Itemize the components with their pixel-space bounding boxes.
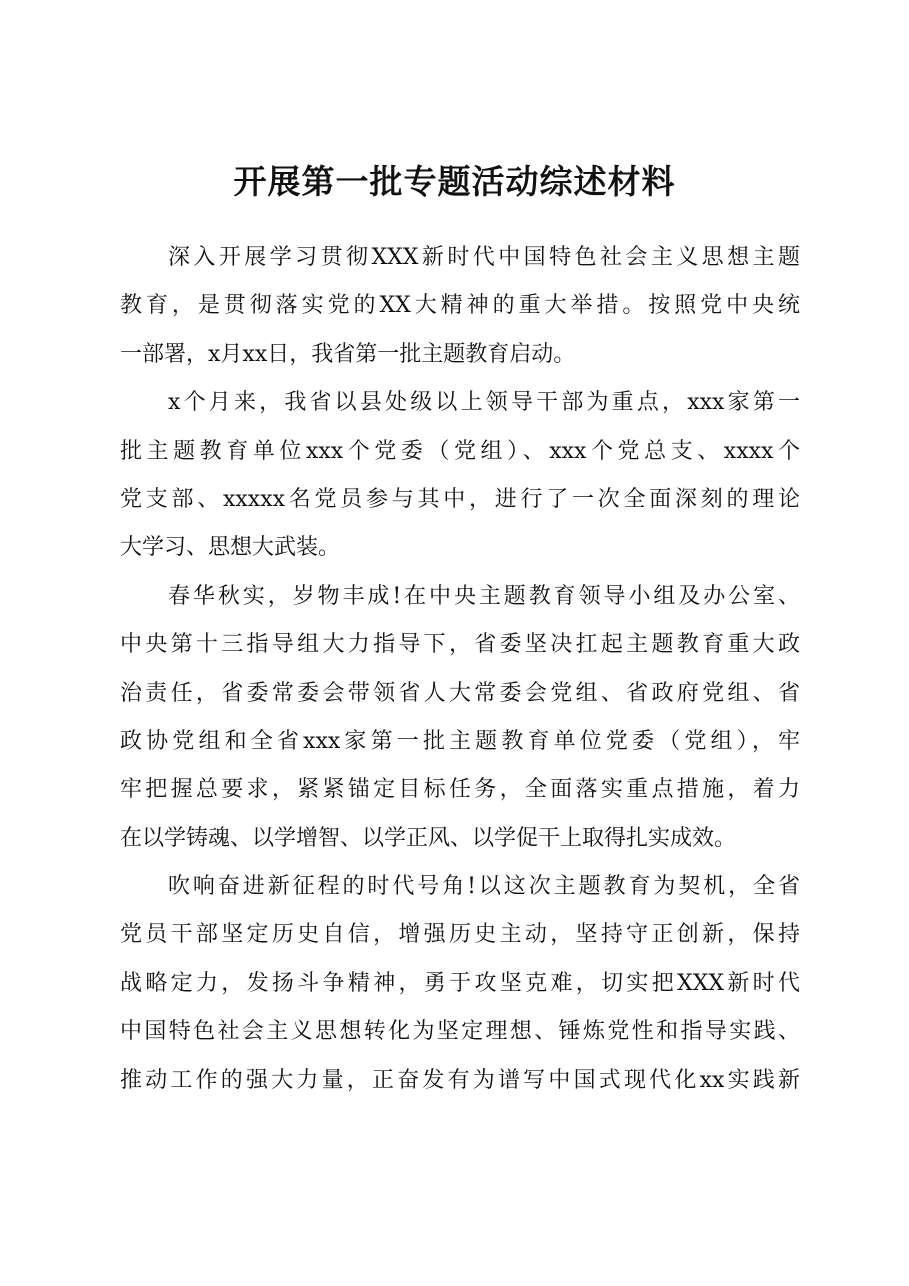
- paragraph-2: [120, 379, 800, 573]
- text-line: 推动工作的强大力量，正奋发有为谱写中国式现代化xx实践新: [120, 1067, 800, 1093]
- text-line: x个月来，我省以县处级以上领导干部为重点，xxx家第一: [168, 390, 800, 416]
- paragraph-4: [120, 863, 800, 1105]
- paragraph-3: [120, 573, 800, 863]
- text-line: 在以学铸魂、以学增智、以学正风、以学促干上取得扎实成效。: [120, 825, 737, 851]
- document-body: [120, 234, 800, 1105]
- text-line: 党支部、xxxxx名党员参与其中，进行了一次全面深刻的理论: [120, 486, 800, 512]
- text-line: 牢把握总要求，紧紧锚定目标任务，全面落实重点措施，着力: [120, 777, 800, 803]
- text-line: 吹响奋进新征程的时代号角!以这次主题教育为契机，全省: [168, 874, 800, 900]
- text-line: 党员干部坚定历史自信，增强历史主动，坚持守正创新，保持: [120, 922, 800, 948]
- text-line: 政协党组和全省xxx家第一批主题教育单位党委（党组），牢: [120, 728, 800, 754]
- text-line: 教育，是贯彻落实党的XX大精神的重大举措。按照党中央统: [120, 293, 800, 319]
- text-line: 深入开展学习贯彻XXX新时代中国特色社会主义思想主题: [168, 245, 800, 270]
- text-line: 春华秋实，岁物丰成!在中央主题教育领导小组及办公室、: [168, 583, 800, 609]
- text-line: 中国特色社会主义思想转化为坚定理想、锤炼党性和指导实践、: [120, 1019, 800, 1045]
- text-line: 战略定力，发扬斗争精神，勇于攻坚克难，切实把XXX新时代: [120, 970, 800, 996]
- document-title: 开展第一批专题活动综述材料: [233, 162, 676, 201]
- text-line: 大学习、思想大武装。: [120, 535, 341, 561]
- text-line: 中央第十三指导组大力指导下，省委坚决扛起主题教育重大政: [120, 632, 800, 658]
- text-line: 一部署，x月xx日，我省第一批主题教育启动。: [120, 341, 576, 367]
- text-line: 批主题教育单位xxx个党委（党组）、xxx个党总支、xxxx个: [120, 438, 800, 464]
- paragraph-1: [120, 234, 800, 379]
- text-line: 治责任，省委常委会带领省人大常委会党组、省政府党组、省: [120, 680, 800, 706]
